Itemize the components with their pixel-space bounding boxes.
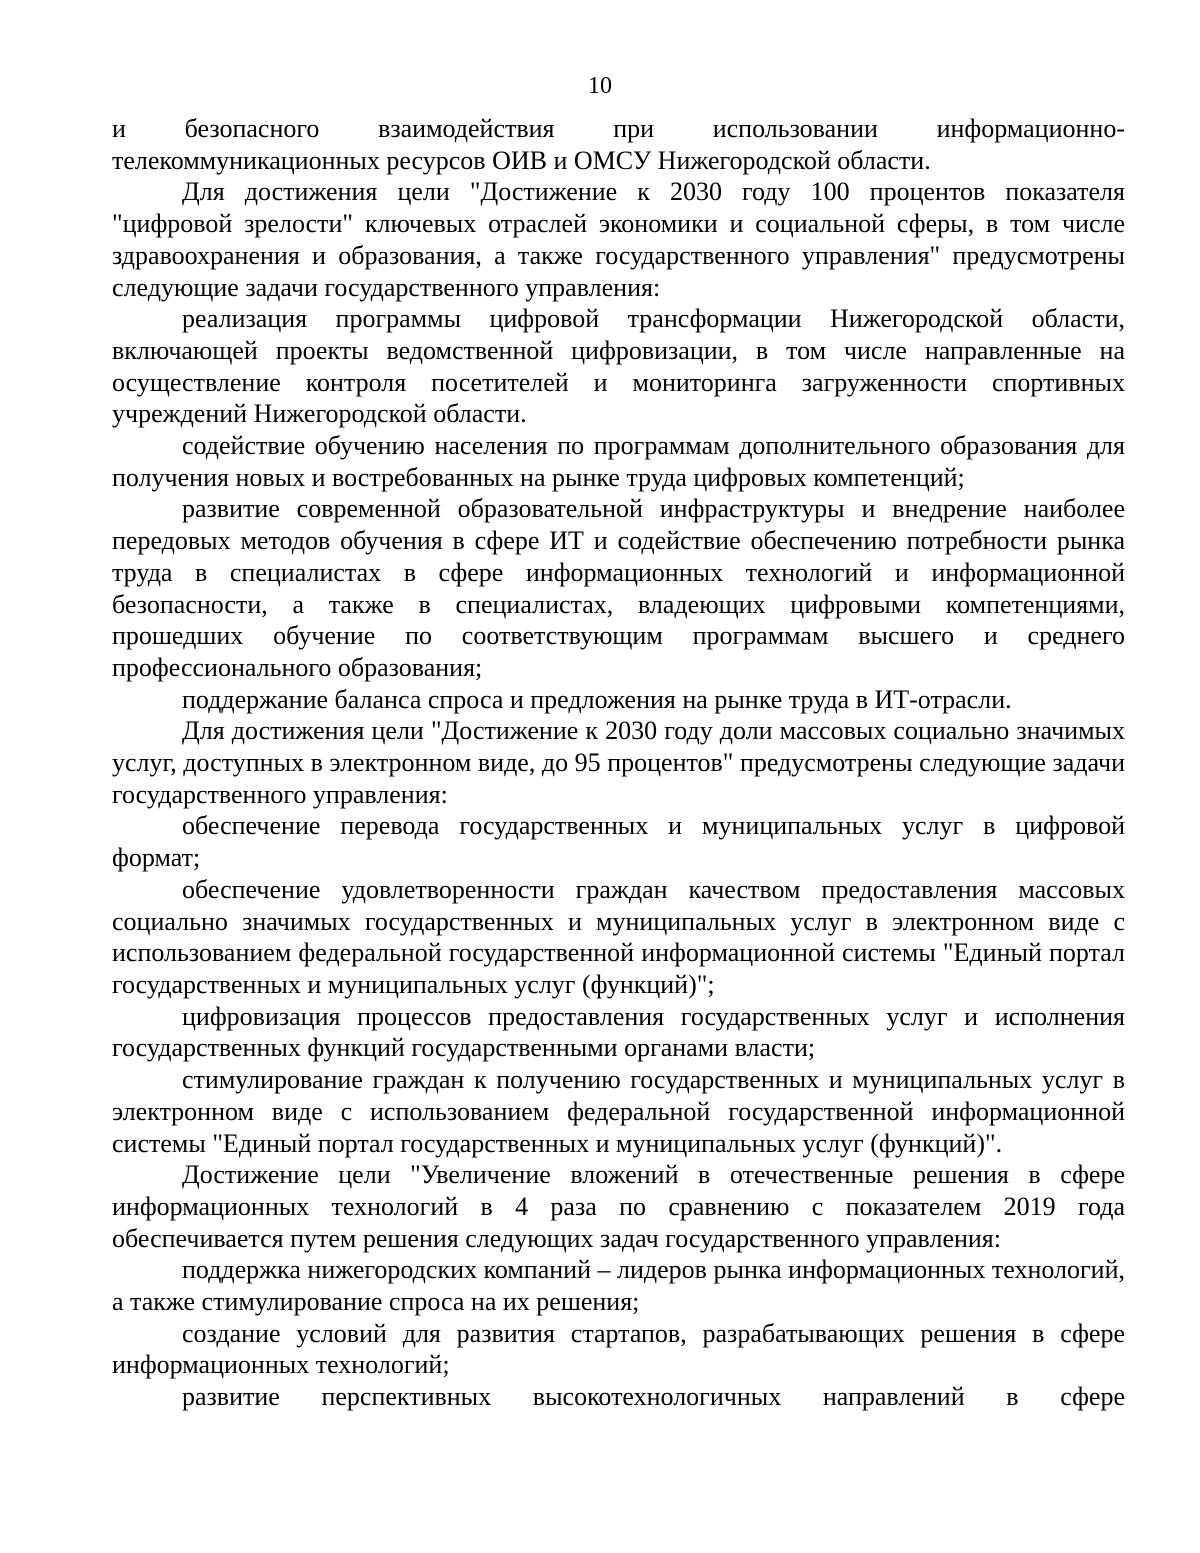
paragraph-task-company-support: поддержка нижегородских компаний – лидеров рынка информационных технологий, а также стимулирование спроса на их решения; bbox=[112, 1255, 1125, 1317]
paragraph-task-education-infrastructure: развитие современной образовательной инфраструктуры и внедрение наиболее передовых методов обучения в сфере ИТ и содействие обеспечению потребности рынка труда в специалистах в сфере информационных технологий и информационной безопасности, а также в специалистах, владеющих цифровыми компетенциями, прошедших обучение по соответствующим программам высшего и среднего профессионального образования; bbox=[112, 494, 1125, 682]
paragraph-goal-electronic-services: Для достижения цели "Достижение к 2030 году доли массовых социально значимых услуг, доступных в электронном виде, до 95 процентов" предусмотрены следующие задачи государственного управления: bbox=[112, 716, 1125, 809]
paragraph-goal-domestic-solutions: Достижение цели "Увеличение вложений в отечественные решения в сфере информационных технологий в 4 раза по сравнению с показателем 2019 года обеспечивается путем решения следующих задач государственного управления: bbox=[112, 1160, 1125, 1253]
paragraph-task-high-tech: развитие перспективных высокотехнологичных направлений в сфере bbox=[182, 1382, 1125, 1412]
page-number: 10 bbox=[588, 73, 612, 99]
paragraph-task-process-digitalization: цифровизация процессов предоставления государственных услуг и исполнения государственных функций государственными органами власти; bbox=[112, 1001, 1125, 1063]
paragraph-task-labor-balance: поддержание баланса спроса и предложения на рынке труда в ИТ-отрасли. bbox=[182, 684, 1012, 714]
paragraph-task-digital-format: обеспечение перевода государственных и муниципальных услуг в цифровой формат; bbox=[112, 811, 1125, 873]
paragraph-task-transformation-program: реализация программы цифровой трансформации Нижегородской области, включающей проекты ведомственной цифровизации, в том числе направленные на осуществление контроля посетителей и мониторинга загруженности спортивных учреждений Нижегородской области. bbox=[112, 304, 1125, 429]
paragraph-continuation: и безопасного взаимодействия при использовании информационно-телекоммуникационных ресурсов ОИВ и ОМСУ Нижегородской области. bbox=[112, 114, 1125, 175]
paragraph-task-startups: создание условий для развития стартапов, разрабатывающих решения в сфере информационных технологий; bbox=[112, 1318, 1125, 1380]
paragraph-task-satisfaction: обеспечение удовлетворенности граждан качеством предоставления массовых социально значимых государственных и муниципальных услуг в электронном виде с использованием федеральной государственной информационной системы "Единый портал государственных и муниципальных услуг (функций)"; bbox=[112, 874, 1125, 999]
document-body bbox=[112, 113, 1125, 1413]
paragraph-goal-digital-maturity: Для достижения цели "Достижение к 2030 году 100 процентов показателя "цифровой зрелости" ключевых отраслей экономики и социальной сферы, в том числе здравоохранения и образования, а также государственного управления" предусмотрены следующие задачи государственного управления: bbox=[112, 177, 1125, 302]
paragraph-task-population-training: содействие обучению населения по программам дополнительного образования для получения новых и востребованных на рынке труда цифровых компетенций; bbox=[112, 431, 1125, 492]
paragraph-task-stimulation: стимулирование граждан к получению государственных и муниципальных услуг в электронном виде с использованием федеральной государственной информационной системы "Единый портал государственных и муниципальных услуг (функций)". bbox=[112, 1065, 1125, 1158]
